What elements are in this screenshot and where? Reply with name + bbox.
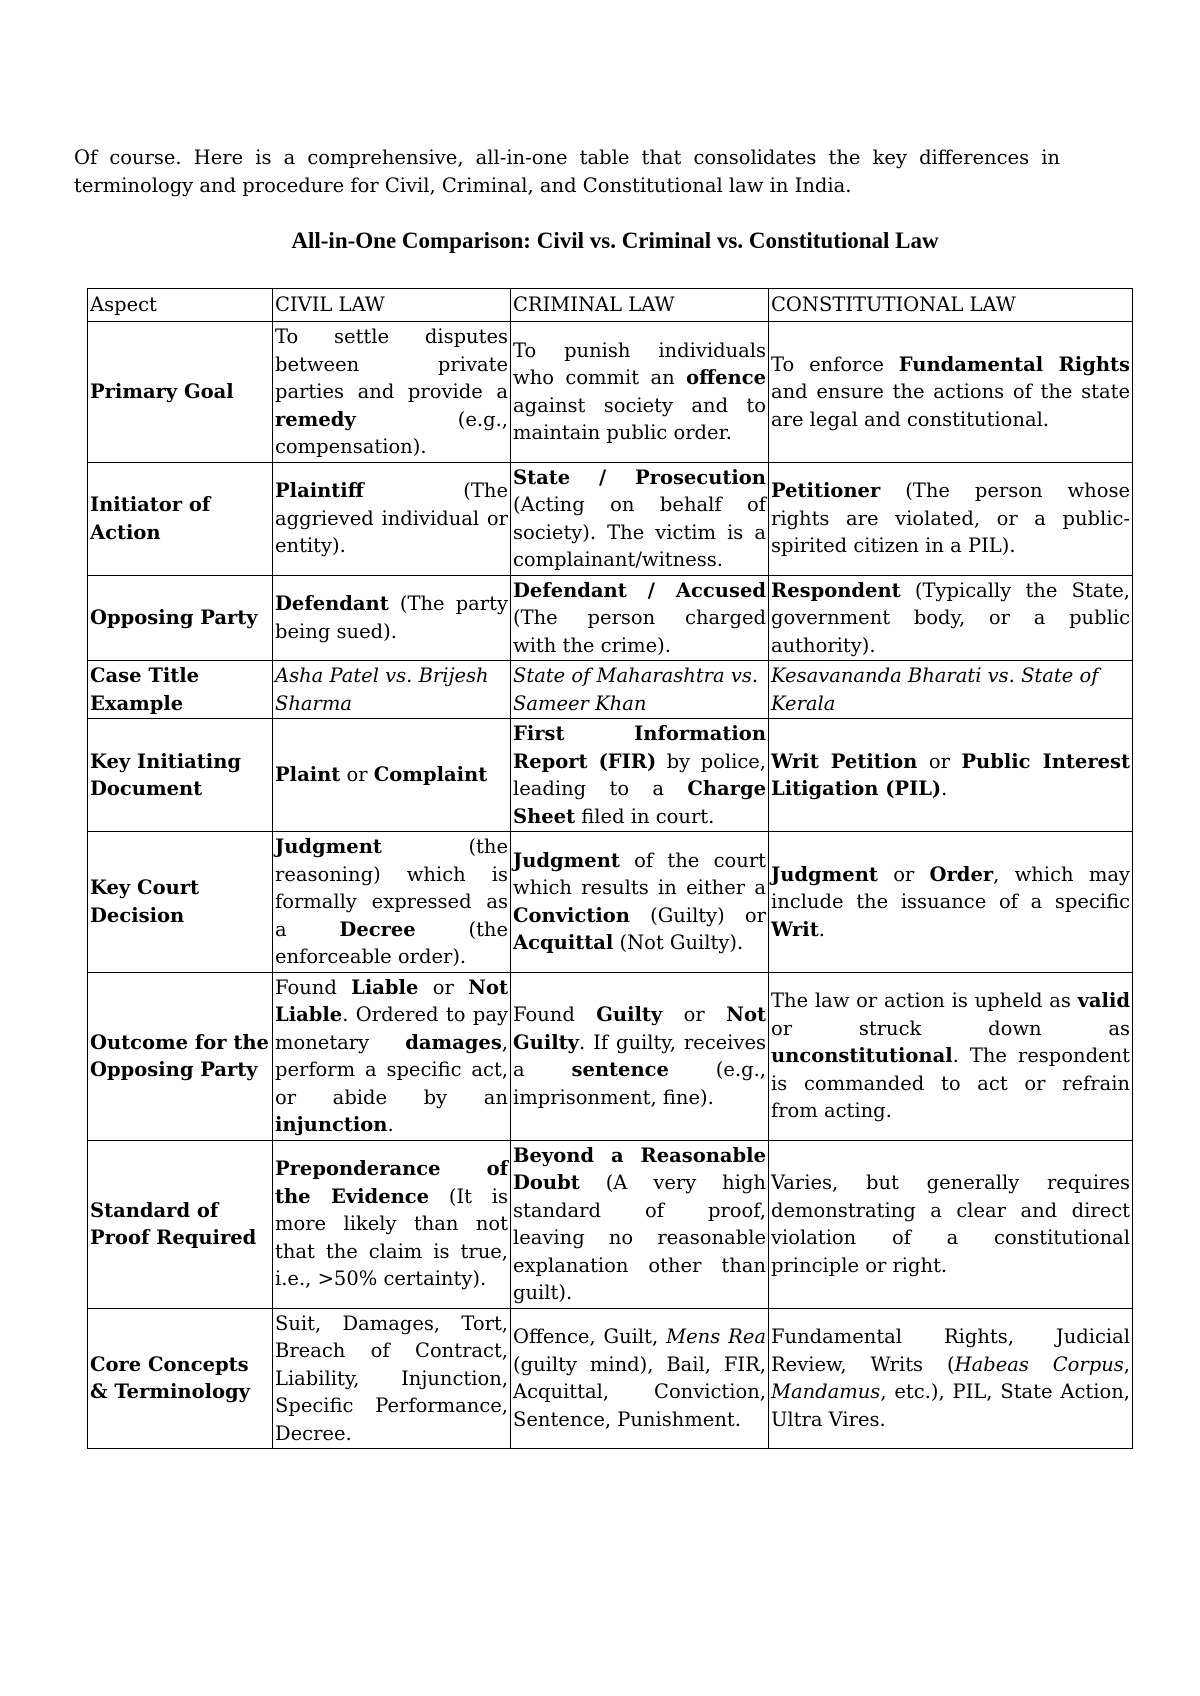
cell-civil-law [273, 719, 511, 832]
cell-text: and ensure the actions of the state are legal and constitutional. [771, 380, 1130, 431]
table-row [88, 832, 1133, 973]
comparison-table [87, 288, 1133, 1449]
bold-term: Decree [339, 917, 416, 941]
cell-text: or [418, 975, 469, 999]
bold-term: Defendant / Accused [513, 578, 766, 602]
table-row [88, 1140, 1133, 1308]
bold-term: Respondent [771, 578, 901, 602]
cell-text: To settle disputes between private parties and provide a [275, 325, 508, 403]
cell-civil-law [273, 972, 511, 1140]
bold-term: valid [1077, 989, 1130, 1013]
row-aspect-label: Core Concepts & Terminology [88, 1308, 273, 1449]
cell-text: The law or action is upheld as [771, 989, 1078, 1013]
bold-term: Beyond a Reasonable Doubt [513, 1143, 766, 1194]
cell-text: by police, leading to a [513, 749, 766, 800]
row-aspect-label: Standard of Proof Required [88, 1140, 273, 1308]
bold-term: Charge Sheet [513, 777, 766, 828]
bold-term: Petitioner [771, 479, 881, 503]
cell-civil-law [273, 832, 511, 973]
cell-civil-law [273, 322, 511, 463]
cell-text: . [818, 917, 825, 941]
cell-civil-law [273, 575, 511, 661]
cell-constitutional-law [769, 1140, 1133, 1308]
cell-criminal-law [511, 832, 769, 973]
cell-text: (e.g., imprisonment, fine). [513, 1058, 766, 1109]
bold-term: Liable [351, 975, 419, 999]
cell-text: (the enforceable order). [275, 917, 508, 968]
cell-text: (Guilty) or [629, 903, 766, 927]
intro-paragraph: Of course. Here is a comprehensive, all-in-one table that consolidates the key differences in terminology and procedure for Civil, Criminal, and Constitutional law in India. [74, 146, 1060, 197]
header-aspect: Aspect [88, 289, 273, 322]
cell-text: Found [275, 975, 352, 999]
row-aspect-label: Key Court Decision [88, 832, 273, 973]
cell-text: . [941, 777, 948, 800]
bold-term: State / Prosecution [513, 465, 766, 489]
cell-text: (The person whose rights are violated, or a public-spirited citizen in a PIL). [771, 479, 1130, 558]
row-aspect-label: Initiator of Action [88, 462, 273, 575]
cell-criminal-law [511, 322, 769, 463]
cell-text: To punish individuals who commit an [513, 338, 766, 390]
cell-text: , which may include the issuance of a specific [771, 862, 1130, 913]
bold-term: injunction [275, 1113, 388, 1136]
cell-text: Found [513, 1003, 597, 1026]
cell-text: Varies, but generally requires demonstrating a clear and direct violation of a constitutional principle or right. [771, 1171, 1130, 1277]
row-aspect-label: Key Initiating Document [88, 719, 273, 832]
row-aspect-label: Opposing Party [88, 575, 273, 661]
cell-constitutional-law [769, 322, 1133, 463]
cell-criminal-law [511, 1308, 769, 1449]
cell-criminal-law [511, 462, 769, 575]
bold-term: Guilty [596, 1003, 663, 1026]
cell-text: (guilty mind), Bail, FIR, Acquittal, Conviction, Sentence, Punishment. [513, 1352, 766, 1431]
italic-term: Asha Patel vs. Brijesh Sharma [275, 664, 489, 715]
italic-term: State of Maharashtra vs. Sameer Khan [513, 664, 759, 715]
cell-text: (Not Guilty). [613, 931, 744, 955]
cell-text: . The respondent is commanded to act or refrain from acting. [771, 1044, 1130, 1123]
bold-term: Order [929, 862, 994, 886]
cell-text: Suit, Damages, Tort, Breach of Contract, Liability, Injunction, Specific Performance, Decree. [275, 1311, 508, 1445]
bold-term: offence [686, 366, 766, 390]
header-row [88, 289, 1133, 322]
cell-constitutional-law [769, 832, 1133, 973]
italic-term: Kesavananda Bharati vs. State of Kerala [771, 664, 1099, 715]
cell-text: , [1123, 1352, 1130, 1376]
cell-text: (the reasoning) which is formally expressed as a [275, 835, 508, 941]
header-civil-law: CIVIL LAW [273, 289, 511, 322]
bold-term: Complaint [373, 763, 488, 787]
bold-term: Writ [771, 917, 819, 941]
bold-term: Not Guilty [513, 1003, 766, 1054]
cell-civil-law [273, 661, 511, 719]
cell-text: , etc.), PIL, State Action, Ultra Vires. [771, 1380, 1130, 1431]
cell-criminal-law [511, 661, 769, 719]
bold-term: Fundamental Rights [898, 352, 1131, 376]
row-aspect-label: Outcome for the Opposing Party [88, 972, 273, 1140]
cell-text: or struck down as [771, 1016, 1130, 1040]
italic-term: Habeas Corpus [954, 1352, 1124, 1376]
cell-text: . [387, 1113, 394, 1136]
row-aspect-label: Case Title Example [88, 661, 273, 719]
cell-text: (e.g., compensation). [275, 407, 508, 458]
cell-text: against society and to maintain public order. [513, 393, 766, 445]
page-title: All-in-One Comparison: Civil vs. Criminal vs. Constitutional Law [291, 228, 939, 253]
cell-text: . If guilty, receives a [513, 1030, 766, 1081]
cell-text: . Ordered to pay monetary [275, 1003, 508, 1054]
cell-text: (The person charged with the crime). [513, 606, 766, 657]
cell-constitutional-law [769, 462, 1133, 575]
header-constitutional-law: CONSTITUTIONAL LAW [769, 289, 1133, 322]
bold-term: Judgment [275, 835, 382, 858]
table-row [88, 1308, 1133, 1449]
cell-text: (Acting on behalf of society). The victim is a complainant/witness. [513, 493, 766, 571]
bold-term: damages [405, 1030, 502, 1054]
cell-constitutional-law [769, 575, 1133, 661]
bold-term: Not Liable [275, 975, 508, 1026]
table-row [88, 575, 1133, 661]
cell-text: (A very high standard of proof, leaving no reasonable explanation other than guilt). [513, 1171, 766, 1304]
cell-text: (It is more likely than not that the claim is true, i.e., >50% certainty). [275, 1184, 508, 1291]
cell-text: filed in court. [575, 804, 715, 828]
italic-term: Mandamus [771, 1380, 881, 1404]
table-row [88, 322, 1133, 463]
bold-term: Preponderance of the Evidence [275, 1157, 508, 1208]
cell-text: , perform a specific act, or abide by an [275, 1030, 508, 1109]
cell-criminal-law [511, 575, 769, 661]
cell-criminal-law [511, 972, 769, 1140]
cell-text: of the court which results in either a [513, 848, 766, 900]
table-row [88, 462, 1133, 575]
bold-term: sentence [571, 1058, 669, 1081]
cell-text: or [340, 763, 374, 787]
header-criminal-law: CRIMINAL LAW [511, 289, 769, 322]
cell-civil-law [273, 1308, 511, 1449]
cell-civil-law [273, 1140, 511, 1308]
cell-constitutional-law [769, 719, 1133, 832]
table-row [88, 719, 1133, 832]
bold-term: Plaint [275, 763, 341, 787]
bold-term: Writ Petition [771, 749, 918, 773]
bold-term: unconstitutional [771, 1044, 953, 1068]
cell-constitutional-law [769, 661, 1133, 719]
table-row [88, 972, 1133, 1140]
cell-civil-law [273, 462, 511, 575]
cell-text: (The aggrieved individual or entity). [275, 479, 508, 558]
italic-term: Mens Rea [666, 1325, 767, 1349]
bold-term: Judgment [513, 848, 620, 872]
bold-term: First Information Report (FIR) [513, 722, 766, 773]
cell-text: or [877, 862, 930, 886]
cell-text: or [662, 1003, 727, 1026]
bold-term: Public Interest Litigation (PIL) [771, 749, 1130, 800]
bold-term: remedy [275, 407, 356, 431]
cell-text: (The party being sued). [275, 592, 508, 643]
bold-term: Acquittal [513, 931, 614, 955]
cell-constitutional-law [769, 972, 1133, 1140]
bold-term: Conviction [513, 903, 630, 927]
cell-criminal-law [511, 1140, 769, 1308]
cell-text: To enforce [771, 352, 899, 376]
row-aspect-label: Primary Goal [88, 322, 273, 463]
cell-constitutional-law [769, 1308, 1133, 1449]
bold-term: Judgment [771, 862, 878, 886]
cell-text: Fundamental Rights, Judicial Review, Writs ( [771, 1325, 1130, 1376]
bold-term: Defendant [275, 592, 389, 616]
bold-term: Plaintiff [275, 479, 364, 503]
table-row [88, 661, 1133, 719]
cell-criminal-law [511, 719, 769, 832]
cell-text: (Typically the State, government body, or a public authority). [771, 578, 1130, 657]
cell-text: or [917, 749, 962, 773]
cell-text: Offence, Guilt, [513, 1325, 667, 1349]
